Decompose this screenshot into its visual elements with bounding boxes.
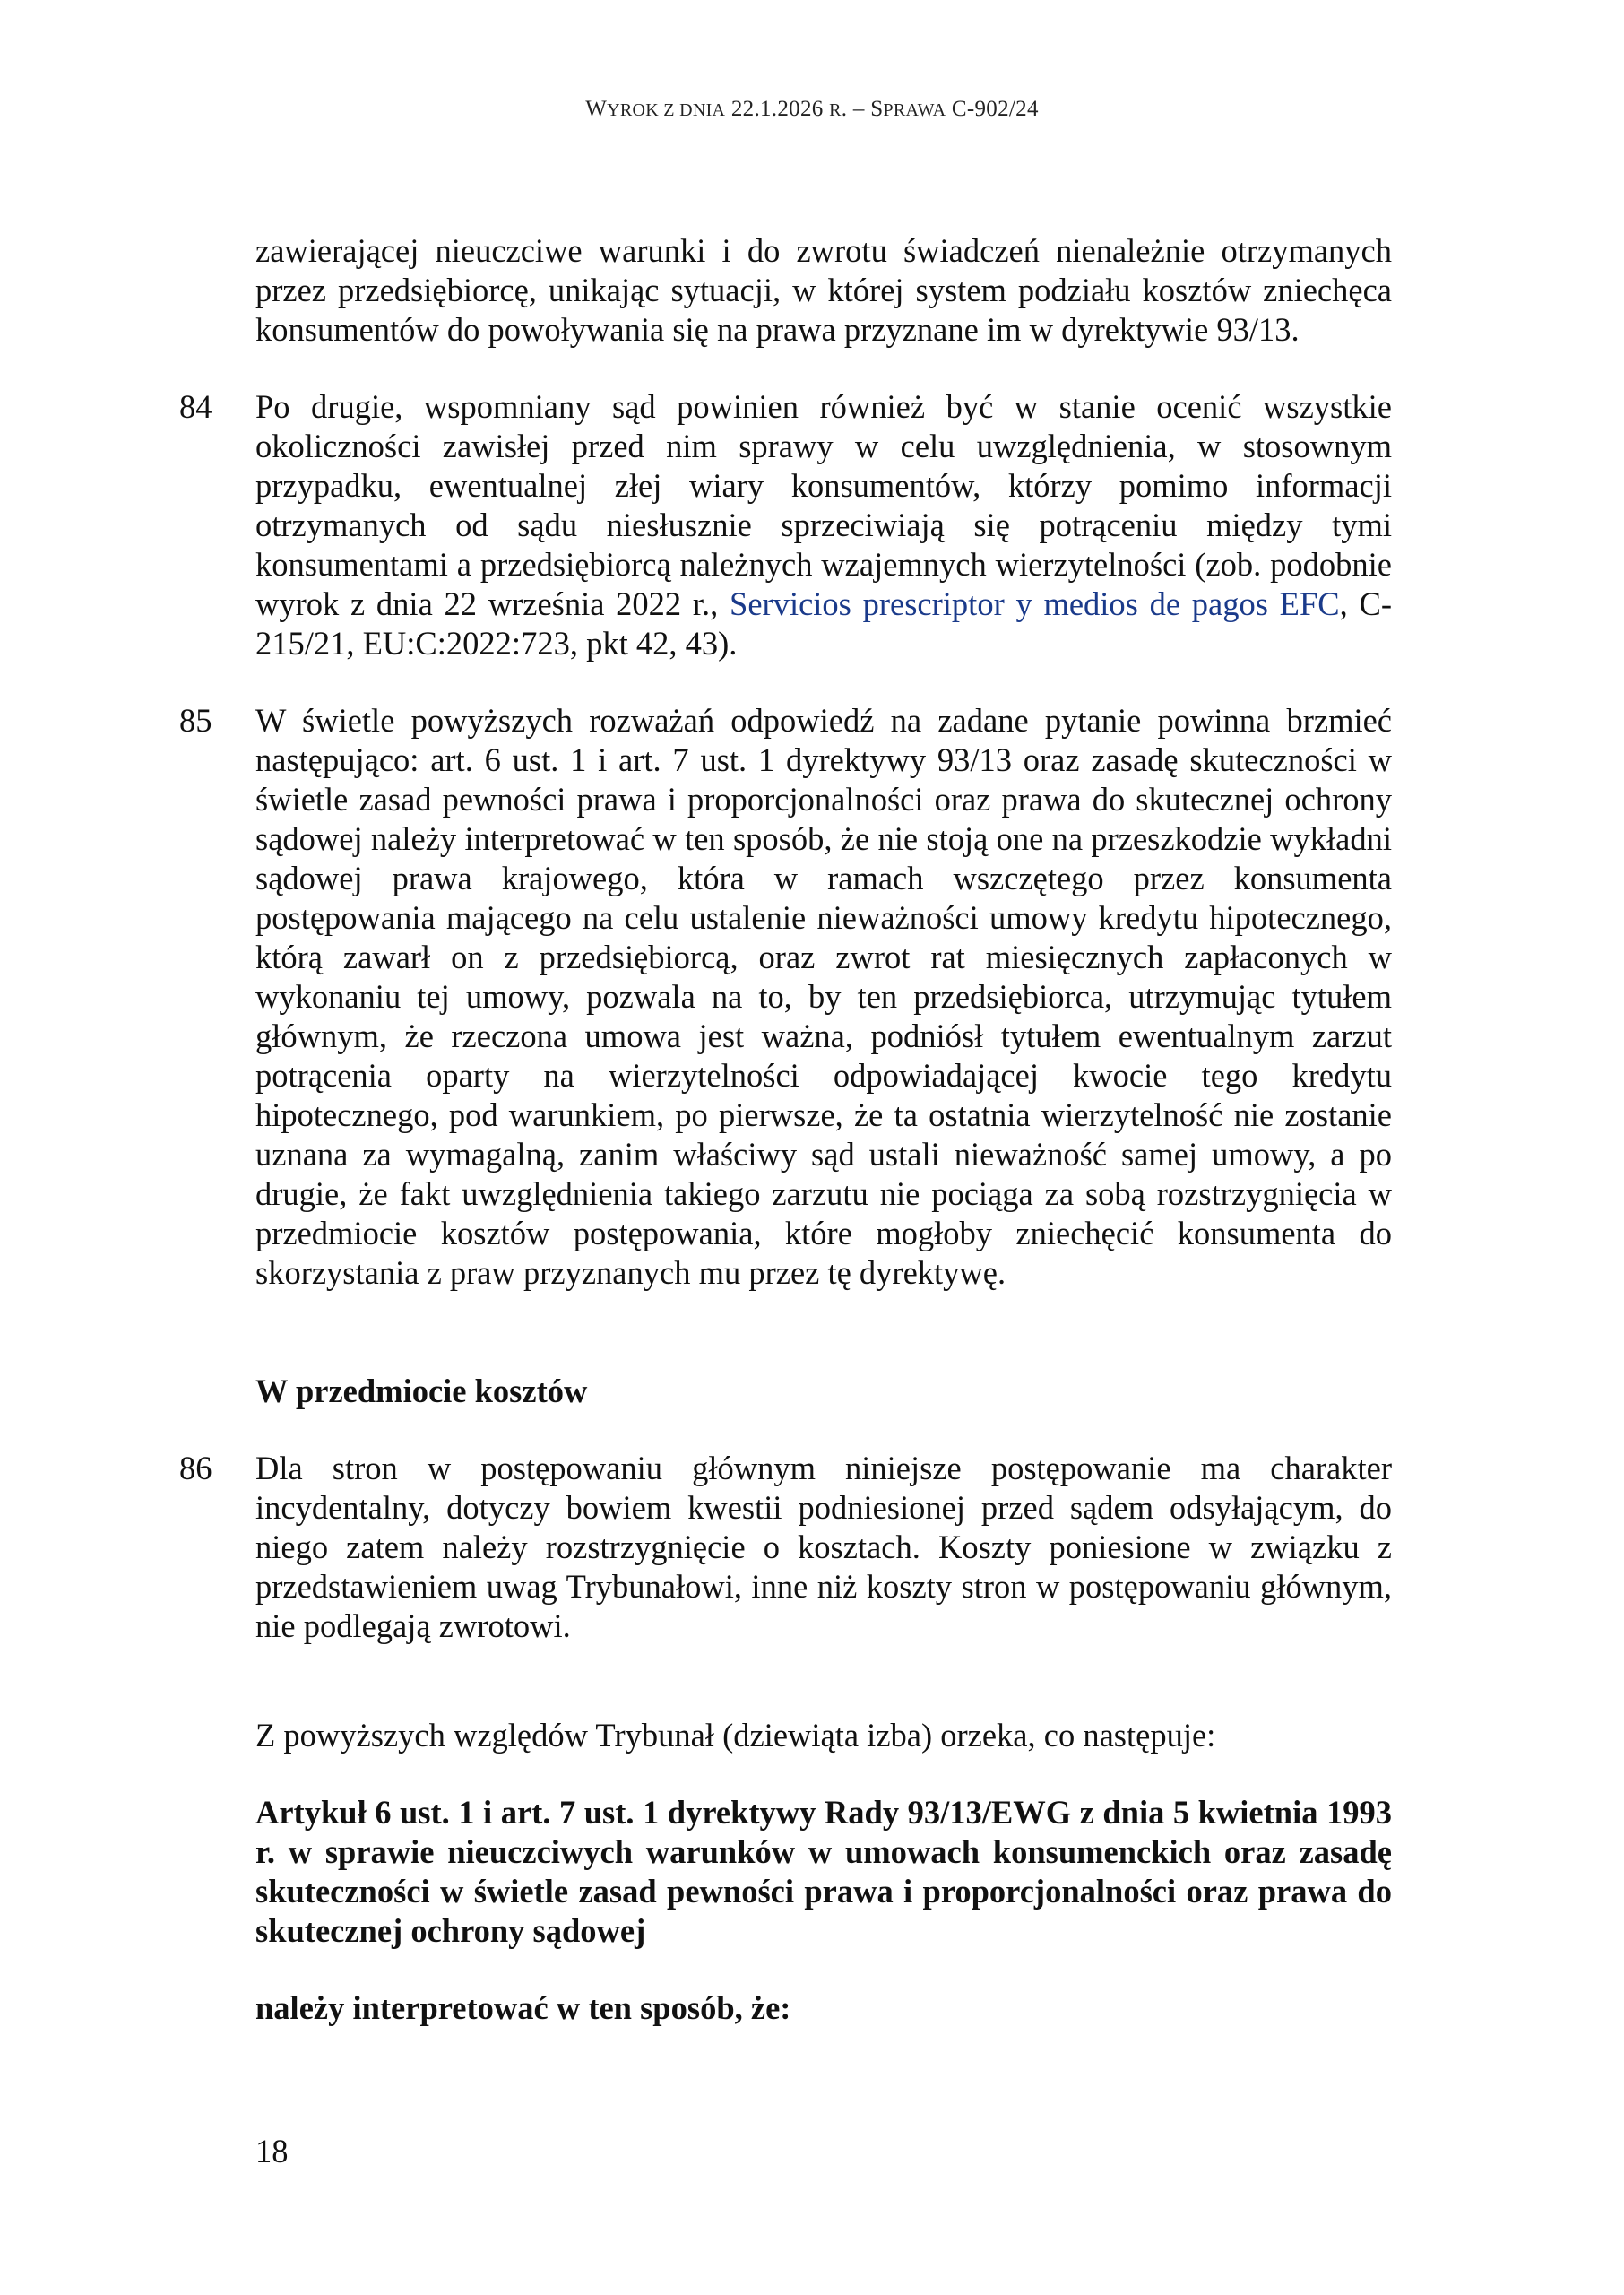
header-date: 22.1.2026 [725,97,830,121]
page-number: 18 [255,2133,289,2169]
document-body [179,231,1392,2028]
header-w-initial: W [585,97,608,121]
operative-part: Artykuł 6 ust. 1 i art. 7 ust. 1 dyrektywy Rady 93/13/EWG z dnia 5 kwietnia 1993 r. w sprawie nieuczciwych warunków w umowach konsumenckich oraz zasadę skuteczności w świetle zasad pewności prawa i proporcjonalności oraz prawa do skutecznej ochrony sądowej [255,1794,1392,1949]
paragraph-number: 86 [179,1450,212,1486]
paragraph-text-after: , C-215/21, EU:C:2022:723, pkt 42, 43). [255,585,1392,662]
paragraph-text [255,387,1392,663]
header-s-rest: PRAWA [883,100,946,120]
section-heading: W przedmiocie kosztów [255,1373,588,1409]
case-citation-link[interactable]: Servicios prescriptor y medios de pagos EFC [730,585,1340,622]
paragraph-number: 85 [179,702,212,739]
continuation-text: zawierającej nieuczciwe warunki i do zwrotu świadczeń nienależnie otrzymanych przez przedsiębiorcę, unikając sytuacji, w której system podziału kosztów zniechęca konsumentów do powoływania się na prawa przyznane im w dyrektywie 93/13. [255,232,1392,348]
paragraph-84 [179,387,1392,663]
header-r: R [829,100,842,120]
operative-part-continuation: należy interpretować w ten sposób, że: [255,1989,791,2026]
paragraph-86 [179,1449,1392,1646]
paragraph-text: Dla stron w postępowaniu głównym niniejsze postępowanie ma charakter incydentalny, dotyczy bowiem kwestii podniesionej przed sądem odsyłającym, do niego zatem należy rozstrzygnięcie o kosztach. Koszty poniesione w związku z przedstawieniem uwag Trybunałowi, inne niż koszty stron w postępowaniu głównym, nie podlegają zwrotowi. [255,1450,1392,1644]
paragraph-text: W świetle powyższych rozważań odpowiedź na zadane pytanie powinna brzmieć następująco: art. 6 ust. 1 i art. 7 ust. 1 dyrektywy 93/13 oraz zasadę skuteczności w świetle zasad pewności prawa i proporcjonalności oraz prawa do skutecznej ochrony sądowej należy interpretować w ten sposób, że nie stoją one na przeszkodzie wykładni sądowej prawa krajowego, która w ramach wszczętego przez konsumenta postępowania mającego na celu ustalenie nieważności umowy kredytu hipotecznego, którą zawarł on z przedsiębiorcą, oraz zwrot rat miesięcznych zapłaconych w wykonaniu tej umowy, pozwala na to, by ten przedsiębiorca, utrzymując tytułem głównym, że rzeczona umowa jest ważna, podniósł tytułem ewentualnym zarzut potrącenia oparty na wierzytelności odpowiadającej kwocie tego kredytu hipotecznego, pod warunkiem, po pierwsze, że ta ostatnia wierzytelność nie zostanie uznana za wymagalną, zanim właściwy sąd ustali nieważność samej umowy, a po drugie, że fakt uwzględnienia takiego zarzutu nie pociąga za sobą rozstrzygnięcia w przedmiocie kosztów postępowania, które mogłoby zniechęcić konsumenta do skorzystania z praw przyznanych mu przez tę dyrektywę. [255,702,1392,1291]
paragraph-85 [179,701,1392,1293]
header-case: C-902/24 [946,97,1039,121]
header-dash: . – [841,97,871,121]
ruling-intro: Z powyższych względów Trybunał (dziewiąta izba) orzeka, co następuje: [255,1717,1216,1754]
header-w-rest: YROK Z DNIA [607,100,726,120]
header-s-initial: S [870,97,884,121]
paragraph-number: 84 [179,388,212,425]
running-header [0,97,1624,122]
paragraph-text-before: Po drugie, wspomniany sąd powinien również być w stanie ocenić wszystkie okoliczności zawisłej przed nim sprawy w celu uwzględnienia, w stosownym przypadku, ewentualnej złej wiary konsumentów, którzy pomimo informacji otrzymanych od sądu niesłusznie sprzeciwiają się potrąceniu między tymi konsumentami a przedsiębiorcą należnych wzajemnych wierzytelności (zob. podobnie wyrok z dnia 22 września 2022 r., [255,388,1392,622]
